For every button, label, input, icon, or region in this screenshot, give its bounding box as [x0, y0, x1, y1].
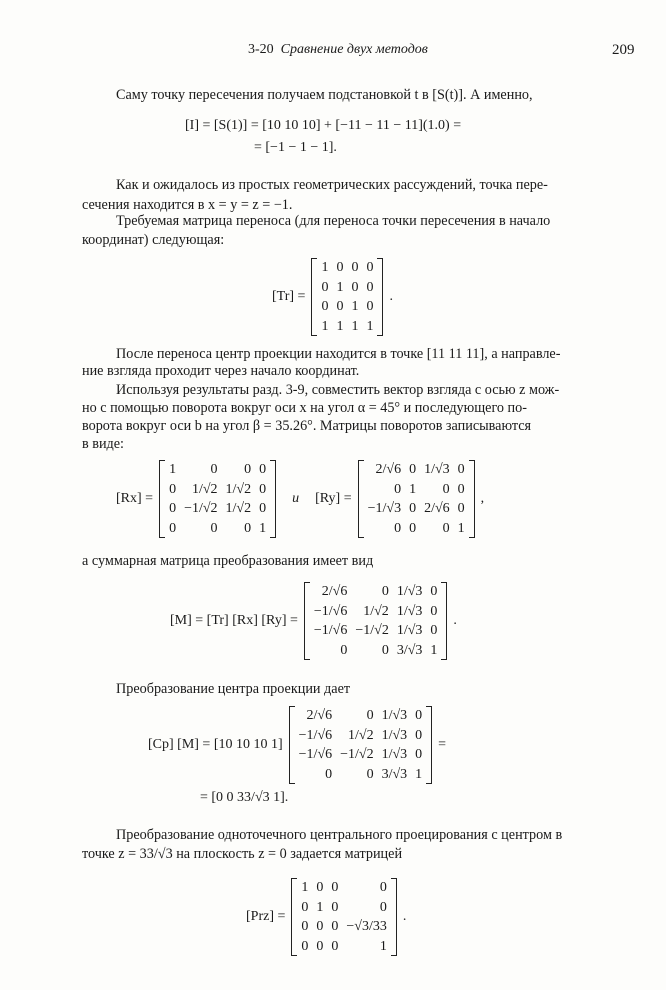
prz-end: .: [402, 909, 407, 924]
matrix-cell: 1/√2: [348, 727, 374, 743]
paragraph-1: Саму точку пересечения получаем подстановкой t в [S(t)]. А именно,: [116, 87, 533, 103]
matrix-cell: 0: [351, 260, 359, 275]
matrix-cell: −1/√2: [340, 747, 374, 762]
section-number: 3-20: [248, 42, 274, 57]
matrix-cell: −1/√6: [298, 727, 333, 743]
matrix-cell: 0: [331, 880, 339, 895]
m-end: .: [453, 613, 457, 628]
matrix-cell: 1: [430, 642, 438, 658]
page-number: 209: [612, 42, 635, 58]
matrix-cell: 0: [321, 299, 329, 314]
matrix-cell: −1/√6: [298, 747, 333, 762]
matrix-cell: 1: [169, 462, 177, 477]
equation-perspective-matrix: [246, 878, 406, 956]
matrix-cell: 2/√6: [424, 501, 450, 516]
matrix-cell: 0: [316, 919, 324, 934]
paragraph-5-line3: ворота вокруг оси b на угол β = 35.26°. Матрицы поворотов записываются: [82, 418, 532, 434]
matrix-cell: 0: [394, 481, 402, 497]
matrix-cell: 0: [366, 708, 374, 723]
matrix-cell: 0: [394, 520, 402, 536]
cp-label: [Cp] [M] = [10 10 10 1]: [148, 737, 283, 752]
matrix-cell: 0: [331, 919, 339, 934]
matrix-cell: 0: [457, 462, 465, 477]
matrix-cell: 1/√3: [396, 603, 423, 619]
matrix-cell: 0: [321, 279, 329, 295]
paragraph-4-line1: После переноса центр проекции находится в точке [11 11 11], а направле-: [116, 346, 561, 362]
paragraph-2-line1: Как и ожидалось из простых геометрических рассуждений, точка пере-: [116, 177, 548, 193]
paragraph-3-line1: Требуемая матрица переноса (для переноса точки пересечения в начало: [116, 213, 551, 229]
matrix-cell: 0: [325, 766, 333, 782]
matrix-cell: 0: [457, 501, 465, 516]
matrix-cell: 0: [244, 462, 252, 477]
matrix-cell: 0: [169, 520, 177, 536]
matrix-cell: 0: [381, 584, 389, 599]
matrix-cell: 1/√3: [396, 584, 423, 599]
matrix-cell: 1: [351, 299, 359, 314]
equation-combined-matrix: [170, 582, 457, 660]
prz-label: [Prz] =: [246, 909, 286, 924]
matrix-cell: 0: [442, 481, 450, 497]
matrix-cell: 0: [409, 520, 417, 536]
matrix-cell: 1/√2: [191, 481, 218, 497]
paragraph-7: Преобразование центра проекции дает: [116, 681, 351, 697]
matrix-cell: 0: [457, 481, 465, 497]
matrix-cell: 0: [351, 279, 359, 295]
matrix-cell: 0: [316, 880, 324, 895]
cp-end: =: [438, 737, 447, 752]
matrix-cell: 0: [316, 938, 324, 954]
matrix-cell: 0: [415, 747, 423, 762]
matrix-cell: 2/√6: [375, 462, 402, 477]
matrix-cell: 1/√2: [225, 481, 252, 497]
matrix-cell: 3/√3: [396, 642, 423, 658]
matrix-cell: 1: [351, 318, 359, 334]
matrix-cell: −√3/33: [346, 919, 387, 934]
matrix-cell: 0: [366, 279, 374, 295]
matrix-cell: 0: [301, 919, 309, 934]
matrix-cell: 1/√3: [381, 708, 408, 723]
matrix-cell: 2/√6: [321, 584, 348, 599]
matrix-cell: 0: [301, 938, 309, 954]
matrix-cell: 0: [415, 727, 423, 743]
matrix-cell: 1/√3: [381, 747, 408, 762]
matrix-cell: −1/√6: [313, 603, 348, 619]
prz-matrix: [291, 878, 396, 956]
equation-rotation-x: [116, 460, 484, 538]
matrix-cell: 0: [210, 520, 218, 536]
matrix-cell: 0: [340, 642, 348, 658]
section-title: Сравнение двух методов: [280, 42, 428, 57]
matrix-cell: 2/√6: [306, 708, 333, 723]
matrix-cell: 0: [169, 481, 177, 497]
paragraph-4-line2: ние взгляда проходит через начало координат.: [82, 363, 360, 379]
and-word: и: [292, 491, 300, 506]
matrix-cell: 1: [259, 520, 267, 536]
matrix-cell: 1: [379, 938, 387, 954]
matrix-cell: 0: [430, 623, 438, 638]
paragraph-5-line2: но с помощью поворота вокруг оси x на угол α = 45° и последующего по-: [82, 400, 527, 416]
matrix-cell: 0: [366, 299, 374, 314]
matrix-cell: 0: [259, 501, 267, 516]
matrix-cell: 0: [301, 899, 309, 915]
matrix-cell: 1: [366, 318, 374, 334]
matrix-cell: 0: [331, 938, 339, 954]
matrix-cell: 1: [301, 880, 309, 895]
ry-label: [Ry] =: [315, 491, 352, 506]
tr-end: .: [389, 289, 393, 304]
matrix-cell: 1: [321, 260, 329, 275]
matrix-cell: 0: [381, 642, 389, 658]
matrix-cell: 1: [415, 766, 423, 782]
paragraph-5-line1: Используя результаты разд. 3-9, совместить вектор взгляда с осью z мож-: [116, 382, 560, 398]
matrix-cell: 0: [336, 260, 344, 275]
equation-intersection-line2: = [−1 − 1 − 1].: [254, 140, 337, 155]
m-label: [M] = [Tr] [Rx] [Ry] =: [170, 613, 298, 628]
matrix-cell: 1/√3: [396, 623, 423, 638]
ry-matrix: [358, 460, 475, 538]
matrix-cell: 0: [169, 501, 177, 516]
paragraph-6: а суммарная матрица преобразования имеет вид: [82, 553, 374, 569]
running-header: [248, 42, 428, 58]
equation-projection-center: [148, 706, 446, 784]
matrix-cell: 1/√2: [225, 501, 252, 516]
matrix-cell: 0: [244, 520, 252, 536]
matrix-cell: 1: [316, 899, 324, 915]
rx-label: [Rx] =: [116, 491, 154, 506]
matrix-cell: −1/√3: [367, 501, 402, 516]
rx-matrix: [159, 460, 276, 538]
matrix-cell: 0: [259, 481, 267, 497]
matrix-cell: 1/√2: [363, 603, 389, 619]
matrix-cell: −1/√2: [355, 623, 389, 638]
matrix-cell: 0: [366, 260, 374, 275]
paragraph-2-line2: сечения находится в x = y = z = −1.: [82, 197, 293, 213]
tr-label: [Tr] =: [272, 289, 306, 304]
matrix-cell: 1/√3: [381, 727, 408, 743]
equation-intersection-line1: [I] = [S(1)] = [10 10 10] + [−11 − 11 − 11](1.0) =: [185, 118, 462, 133]
cp-matrix: [289, 706, 433, 784]
matrix-cell: 0: [379, 899, 387, 915]
matrix-cell: 1: [336, 279, 344, 295]
matrix-cell: 0: [210, 462, 218, 477]
matrix-cell: 0: [379, 880, 387, 895]
matrix-cell: 0: [409, 462, 417, 477]
equation-translation-matrix: [272, 258, 393, 336]
matrix-cell: 1/√3: [424, 462, 450, 477]
paragraph-8-line1: Преобразование одноточечного центрального проецирования с центром в: [116, 827, 563, 843]
paragraph-5-line4: в виде:: [82, 436, 124, 452]
m-matrix: [304, 582, 448, 660]
tr-matrix: [311, 258, 383, 336]
matrix-cell: 0: [430, 603, 438, 619]
matrix-cell: −1/√2: [184, 501, 218, 516]
paragraph-3-line2: координат) следующая:: [82, 232, 225, 248]
matrix-cell: 0: [366, 766, 374, 782]
matrix-cell: 1: [409, 481, 417, 497]
matrix-cell: 0: [336, 299, 344, 314]
matrix-cell: 1: [321, 318, 329, 334]
equation-projection-center-result: = [0 0 33/√3 1].: [200, 790, 289, 805]
paragraph-8-line2: точке z = 33/√3 на плоскость z = 0 задается матрицей: [82, 846, 403, 862]
matrix-cell: 3/√3: [381, 766, 408, 782]
matrix-cell: 0: [430, 584, 438, 599]
matrix-cell: 0: [409, 501, 417, 516]
matrix-cell: 0: [415, 708, 423, 723]
matrix-cell: 0: [259, 462, 267, 477]
matrix-cell: 1: [457, 520, 465, 536]
matrix-cell: 0: [442, 520, 450, 536]
matrix-cell: 0: [331, 899, 339, 915]
matrix-cell: 1: [336, 318, 344, 334]
ry-end: ,: [480, 491, 485, 506]
matrix-cell: −1/√6: [313, 623, 348, 638]
